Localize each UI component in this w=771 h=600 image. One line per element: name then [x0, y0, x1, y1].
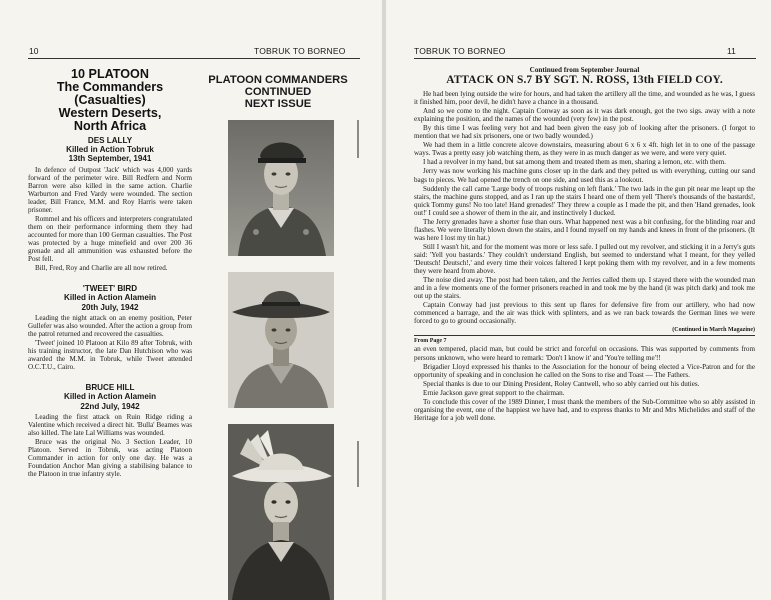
page-number-left: 10: [29, 46, 39, 56]
title-line: Western Deserts,: [58, 106, 162, 120]
paragraph: Special thanks is due to our Dining President, Roley Cantwell, who so ably carried out his duties.: [423, 379, 700, 388]
heading-line: BRUCE HILL: [85, 383, 135, 393]
title-line: NEXT ISSUE: [244, 98, 312, 110]
heading-line: 'TWEET' BIRD: [82, 284, 138, 294]
article-title: [28, 68, 192, 133]
section-heading-lally: [28, 136, 192, 164]
continued-in-note: (Continued in March Magazine): [672, 327, 755, 334]
paragraph: Bruce was the original No. 3 Section Leader, 10 Platoon. Served in Tobruk, was acting Platoon Commander in action for only one day. He was a Foundation Anchor Man giving a stabilising balance to the Platoon in true infantry style.: [28, 437, 192, 479]
paragraph: We had them in a little concrete alcove downstairs, measuring about 6 x 6 x 4ft. high let in to one of the passage ways. Twas a pretty easy job watching them, as they were in as much danger as we were, and were very quiet.: [414, 141, 755, 158]
paragraph: I had a revolver in my hand, but sat among them and treated them as men, sharing a lemon, etc. with them.: [423, 158, 726, 167]
paragraph: Brigadier Lloyd expressed his thanks to the Association for the honour of being elected a Vice-Patron and for the opportunity of speaking and in conclusion he called on the Sons to rise and Toast — The Fathers.: [414, 362, 755, 379]
header-rule-left: [28, 58, 360, 59]
paragraph: He had been lying outside the wire for hours, and had taken the artillery all the time, and wounded as he was, I guess it finished him, poor devil, he didn't have a chance in a thousand.: [414, 90, 755, 107]
heading-line: 22nd July, 1942: [80, 401, 140, 411]
paragraph: Captain Conway had just previous to this sent up flares for defensive fire from our artillery, who had now commenced a barrage, and the air was thick with splinters, and as we ran back towards the German lines we were forced to go to ground occasionally.: [414, 301, 755, 326]
portrait-image: [228, 424, 334, 600]
paragraph: The noise died away. The post had been taken, and the Jerries called them up. I stayed there with the wounded man and in a few moments one of the former prisoners reached in and took me by the hand (it was pitch dark) and took me out up the stairs.: [414, 276, 755, 301]
paragraph: By this time I was feeling very hot and had been given the easy job of looking after the prisoners. (I forgot to mention that we had six prisoners, one or two badly wounded.): [414, 124, 755, 141]
bracket-mark: [355, 441, 361, 487]
photo-column-title: [198, 74, 358, 110]
left-page: [0, 0, 382, 600]
heading-line: Killed in Action Tobruk: [66, 145, 154, 155]
paragraph: Leading the first attack on Ruin Ridge riding a Valentine which received a direct hit. 'Bulla' Beames was also killed. The late Lal Williams was wounded.: [28, 412, 192, 437]
paragraph: Jerry was now working his machine guns closer up in the dark and they pelted us with everything, cutting our sand bags to pieces. We had opened the trench on one side, and used this as a lookout.: [414, 167, 755, 184]
paragraph: And so we come to the night. Captain Conway as soon as it was dark enough, got the two sigs. away with a note explaining the position, and the names of the wounded (very few) in the post.: [414, 107, 755, 124]
heading-line: 13th September, 1941: [68, 154, 152, 164]
paragraph: 'Tweet' joined 10 Platoon at Kilo 89 after Tobruk, with his training instructor, the late Dan Hutchison who was awarded the M.M. in Tobruk, while Tweet attended O.C.T.U., Cairo.: [28, 338, 192, 372]
portrait-image: [228, 120, 334, 256]
bracket-mark: [355, 120, 361, 158]
page-number-right: 11: [727, 46, 736, 56]
story-title: ATTACK ON S.7 BY SGT. N. ROSS, 13th FIELD COY.: [446, 74, 723, 87]
paragraph: Leading the night attack on an enemy position, Peter Gullefer was also wounded. After the action a group from the patrol returned and recovered the casualties.: [28, 313, 192, 338]
paragraph: Ernie Jackson gave great support to the chairman.: [423, 388, 565, 397]
story-column: [414, 66, 755, 423]
header-rule-right: [414, 58, 756, 59]
portrait-image: [228, 272, 334, 408]
title-line: (Casualties): [74, 93, 146, 107]
title-line: The Commanders: [56, 80, 164, 94]
paragraph: To conclude this cover of the 1989 Dinner, I must thank the members of the Sub-Committee who so ably assisted in organising the event, one of the happiest we have had, and to express thanks to Mr and Mrs Michelides and staff of the Heritage for a job well done.: [414, 397, 755, 422]
section-divider: [414, 335, 755, 336]
running-head-left: TOBRUK TO BORNEO: [254, 46, 346, 56]
paragraph: Still I wasn't hit, and for the moment was more or less safe. I pulled out my revolver, and sticking it in a Jerry's guts said: 'Yell you bastards.' They couldn't understand English, but seemed to understand what I meant, for they yelled 'Deutsch! Deutsch!,' and every time their voices faltered I kept poking them with my revolver, and in a few moments they were heard from above.: [414, 242, 755, 276]
heading-line: 20th July, 1942: [81, 302, 139, 312]
running-head-right: TOBRUK TO BORNEO: [414, 46, 506, 56]
continued-from-note: Continued from September Journal: [529, 66, 640, 74]
paragraph: Rommel and his officers and interpreters congratulated them on their performance informing them they had accounted for more than 100 German casualties. The Post was protected by a huge minefield and over 200 36 grenade and all ammunition was exhausted before the Post fell.: [28, 214, 192, 264]
title-line: North Africa: [73, 119, 147, 133]
paragraph: In defence of Outpost 'Jack' which was 4,000 yards forward of the perimeter wire. Bill Redfern and Norm Barron were also killed in the same action. Charlie Warburton and Fred Vardy were wounded. The section leader, Bill France, M.M. and Roy Harris were taken prisoner.: [28, 165, 192, 214]
photo-des-lally: [228, 120, 334, 256]
title-line: CONTINUED: [244, 86, 312, 98]
paragraph: Suddenly the call came 'Large body of troops rushing on left flank.' The two lads in the gun pit near me leapt up the stairs, the machine guns stopped, and as I ran up the stairs I heard one of them yell 'There's thousands of the bastards!, quick Tommy guns! No too late! Hand grenades!' They threw a couple as I made the pit, and then 'Hand grenades, look out!' I could see a shower of them in the air, and instinctively I ducked.: [414, 184, 755, 217]
from-page-note: From Page 7: [414, 338, 447, 345]
photo-tweet-bird: [228, 272, 334, 408]
heading-line: DES LALLY: [87, 136, 133, 145]
heading-line: Killed in Action Alamein: [63, 293, 157, 303]
paragraph: The Jerry grenades have a shorter fuse than ours. What happened next was a bit confusing, for the blinding roar and flashes. We were literally blown down the stairs, and I found myself on my hands and knees in front of the prisoners. (It was here I lost my tin hat.): [414, 217, 755, 242]
paragraph: Bill, Fred, Roy and Charlie are all now retired.: [35, 264, 168, 273]
paragraph: an even tempered, placid man, but could be strict and forceful on occasions. This was supported by comments from persons unknown, who were heard to remark: 'Don't I know it' and 'You're telling me'!!: [414, 345, 755, 362]
title-line: PLATOON COMMANDERS: [208, 74, 348, 86]
casualties-column: [28, 68, 192, 479]
title-line: 10 PLATOON: [71, 67, 149, 81]
section-heading-hill: [28, 383, 192, 411]
photo-bruce-hill: [228, 424, 334, 600]
heading-line: Killed in Action Alamein: [63, 392, 157, 402]
section-heading-bird: [28, 284, 192, 312]
